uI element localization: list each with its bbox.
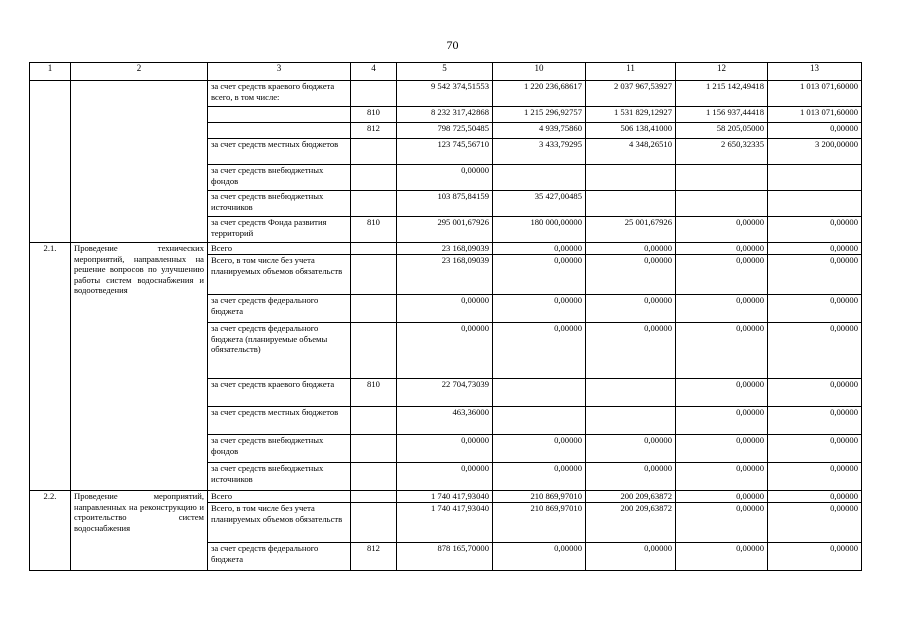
row-label: за счет средств внебюджетных фондов <box>208 165 351 191</box>
section-number-cell <box>30 81 71 243</box>
value-cell: 1 215 142,49418 <box>676 81 768 107</box>
value-cell: 210 869,97010 <box>493 503 586 543</box>
column-header: 1 <box>30 63 71 81</box>
row-label <box>208 123 351 139</box>
value-cell: 0,00000 <box>493 243 586 255</box>
value-cell: 1 013 071,60000 <box>768 107 862 123</box>
value-cell: 0,00000 <box>586 243 676 255</box>
value-cell: 3 200,00000 <box>768 139 862 165</box>
column-header: 13 <box>768 63 862 81</box>
value-cell: 0,00000 <box>676 295 768 323</box>
value-cell: 9 542 374,51553 <box>397 81 493 107</box>
value-cell: 25 001,67926 <box>586 217 676 243</box>
value-cell: 0,00000 <box>493 463 586 491</box>
value-cell: 0,00000 <box>586 463 676 491</box>
value-cell: 878 165,70000 <box>397 543 493 571</box>
value-cell: 0,00000 <box>493 295 586 323</box>
value-cell: 0,00000 <box>397 323 493 379</box>
value-cell: 0,00000 <box>676 379 768 407</box>
value-cell: 798 725,50485 <box>397 123 493 139</box>
value-cell <box>676 165 768 191</box>
section-number: 2.2. <box>30 491 71 571</box>
value-cell <box>493 407 586 435</box>
value-cell: 0,00000 <box>586 295 676 323</box>
value-cell: 4 348,26510 <box>586 139 676 165</box>
value-cell <box>586 407 676 435</box>
value-cell: 23 168,09039 <box>397 243 493 255</box>
table-row <box>30 243 862 255</box>
value-cell: 0,00000 <box>493 323 586 379</box>
value-cell: 1 531 829,12927 <box>586 107 676 123</box>
section-number: 2.1. <box>30 243 71 491</box>
value-cell <box>586 165 676 191</box>
budget-code <box>351 139 397 165</box>
value-cell: 200 209,63872 <box>586 491 676 503</box>
value-cell: 1 740 417,93040 <box>397 491 493 503</box>
budget-table <box>29 62 862 571</box>
budget-code <box>351 407 397 435</box>
value-cell: 23 168,09039 <box>397 255 493 295</box>
row-label: за счет средств местных бюджетов <box>208 407 351 435</box>
table-row <box>30 81 862 107</box>
column-header: 10 <box>493 63 586 81</box>
value-cell: 8 232 317,42868 <box>397 107 493 123</box>
value-cell: 0,00000 <box>676 323 768 379</box>
value-cell <box>768 165 862 191</box>
value-cell: 0,00000 <box>493 255 586 295</box>
budget-code <box>351 295 397 323</box>
row-label: Всего <box>208 491 351 503</box>
column-header: 5 <box>397 63 493 81</box>
value-cell: 0,00000 <box>676 435 768 463</box>
budget-code <box>351 243 397 255</box>
column-header: 3 <box>208 63 351 81</box>
value-cell <box>676 191 768 217</box>
row-label: Всего, в том числе без учета планируемых объемов обязательств <box>208 503 351 543</box>
value-cell: 0,00000 <box>768 463 862 491</box>
column-header: 4 <box>351 63 397 81</box>
row-label: за счет средств внебюджетных источников <box>208 191 351 217</box>
value-cell: 1 013 071,60000 <box>768 81 862 107</box>
value-cell: 0,00000 <box>676 255 768 295</box>
value-cell <box>493 165 586 191</box>
row-label: за счет средств федерального бюджета (планируемые объемы обязательств) <box>208 323 351 379</box>
value-cell: 1 215 296,92757 <box>493 107 586 123</box>
value-cell: 123 745,56710 <box>397 139 493 165</box>
row-label: за счет средств местных бюджетов <box>208 139 351 165</box>
budget-code <box>351 463 397 491</box>
row-label: за счет средств внебюджетных источников <box>208 463 351 491</box>
budget-code <box>351 503 397 543</box>
section-description: Проведение технических мероприятий, направленных на решение вопросов по улучшению работы систем водоснабжения и водоотведения <box>71 243 208 491</box>
row-label: за счет средств федерального бюджета <box>208 295 351 323</box>
value-cell: 180 000,00000 <box>493 217 586 243</box>
value-cell: 0,00000 <box>768 407 862 435</box>
value-cell: 506 138,41000 <box>586 123 676 139</box>
value-cell: 0,00000 <box>586 543 676 571</box>
description-cell <box>71 81 208 243</box>
section-description: Проведение мероприятий, направленных на реконструкцию и строительство систем водоснабжения <box>71 491 208 571</box>
value-cell: 0,00000 <box>768 543 862 571</box>
column-header: 12 <box>676 63 768 81</box>
budget-code <box>351 435 397 463</box>
budget-code: 812 <box>351 123 397 139</box>
value-cell: 0,00000 <box>676 503 768 543</box>
budget-code: 810 <box>351 107 397 123</box>
value-cell: 0,00000 <box>493 543 586 571</box>
value-cell: 0,00000 <box>768 379 862 407</box>
value-cell: 1 156 937,44418 <box>676 107 768 123</box>
value-cell: 0,00000 <box>768 503 862 543</box>
value-cell: 0,00000 <box>768 295 862 323</box>
row-label: за счет средств Фонда развития территорий <box>208 217 351 243</box>
value-cell: 0,00000 <box>768 217 862 243</box>
budget-code <box>351 491 397 503</box>
value-cell: 3 433,79295 <box>493 139 586 165</box>
page-number: 70 <box>446 38 459 52</box>
value-cell <box>493 379 586 407</box>
value-cell: 0,00000 <box>768 435 862 463</box>
value-cell: 2 037 967,53927 <box>586 81 676 107</box>
value-cell: 0,00000 <box>768 491 862 503</box>
budget-code <box>351 323 397 379</box>
value-cell: 0,00000 <box>768 243 862 255</box>
budget-code: 810 <box>351 379 397 407</box>
value-cell: 0,00000 <box>768 123 862 139</box>
value-cell: 0,00000 <box>768 323 862 379</box>
value-cell: 1 740 417,93040 <box>397 503 493 543</box>
value-cell <box>768 191 862 217</box>
budget-code <box>351 165 397 191</box>
value-cell: 0,00000 <box>676 407 768 435</box>
value-cell: 295 001,67926 <box>397 217 493 243</box>
value-cell: 4 939,75860 <box>493 123 586 139</box>
value-cell: 0,00000 <box>676 243 768 255</box>
row-label: Всего <box>208 243 351 255</box>
value-cell: 0,00000 <box>676 491 768 503</box>
budget-code <box>351 255 397 295</box>
value-cell: 2 650,32335 <box>676 139 768 165</box>
value-cell: 1 220 236,68617 <box>493 81 586 107</box>
value-cell: 0,00000 <box>397 295 493 323</box>
header-row <box>30 63 862 81</box>
value-cell: 103 875,84159 <box>397 191 493 217</box>
budget-code <box>351 191 397 217</box>
value-cell: 0,00000 <box>676 543 768 571</box>
value-cell: 58 205,05000 <box>676 123 768 139</box>
column-header: 2 <box>71 63 208 81</box>
value-cell: 35 427,00485 <box>493 191 586 217</box>
value-cell <box>586 379 676 407</box>
row-label: за счет средств внебюджетных фондов <box>208 435 351 463</box>
value-cell <box>586 191 676 217</box>
row-label: за счет средств краевого бюджета <box>208 379 351 407</box>
budget-code: 810 <box>351 217 397 243</box>
value-cell: 0,00000 <box>397 435 493 463</box>
value-cell: 0,00000 <box>397 165 493 191</box>
table-row <box>30 491 862 503</box>
value-cell: 0,00000 <box>493 435 586 463</box>
value-cell: 0,00000 <box>586 255 676 295</box>
value-cell: 0,00000 <box>768 255 862 295</box>
budget-code <box>351 81 397 107</box>
value-cell: 463,36000 <box>397 407 493 435</box>
value-cell: 0,00000 <box>586 323 676 379</box>
value-cell: 200 209,63872 <box>586 503 676 543</box>
value-cell: 210 869,97010 <box>493 491 586 503</box>
value-cell: 0,00000 <box>586 435 676 463</box>
value-cell: 0,00000 <box>397 463 493 491</box>
value-cell: 0,00000 <box>676 463 768 491</box>
value-cell: 22 704,73039 <box>397 379 493 407</box>
value-cell: 0,00000 <box>676 217 768 243</box>
budget-code: 812 <box>351 543 397 571</box>
row-label: Всего, в том числе без учета планируемых объемов обязательств <box>208 255 351 295</box>
row-label: за счет средств федерального бюджета <box>208 543 351 571</box>
row-label <box>208 107 351 123</box>
row-label: за счет средств краевого бюджета всего, в том числе: <box>208 81 351 107</box>
column-header: 11 <box>586 63 676 81</box>
